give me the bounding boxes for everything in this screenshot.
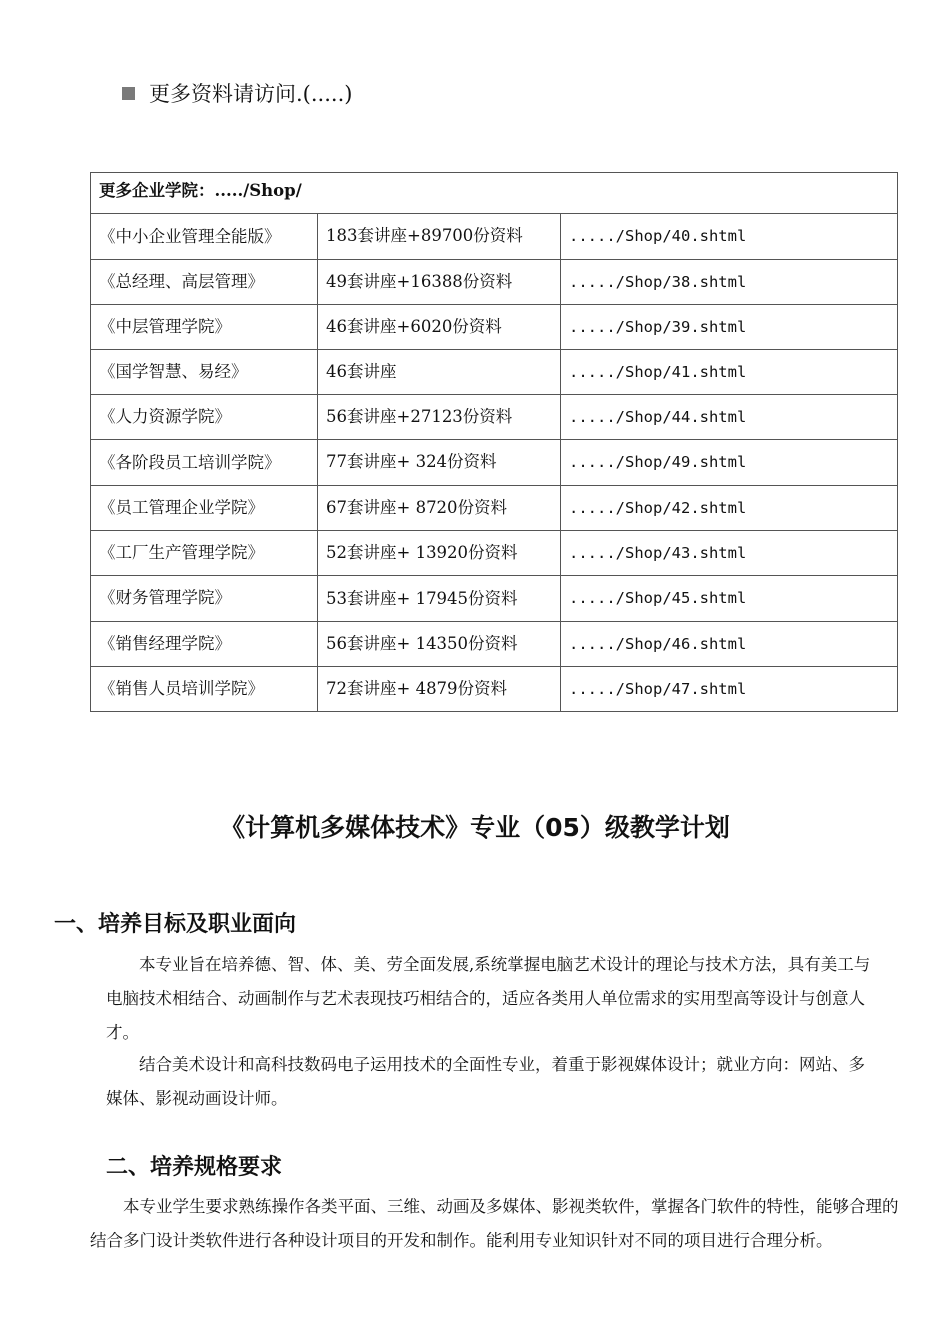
- section-heading-objectives: 一、培养目标及职业面向: [54, 912, 297, 937]
- table-row: [91, 440, 898, 486]
- course-name-cell: 《销售经理学院》: [91, 622, 318, 667]
- course-count-cell: 52套讲座+ 13920份资料: [318, 531, 561, 576]
- course-count-cell: 49套讲座+16388份资料: [318, 260, 561, 305]
- course-name-cell: 《总经理、高层管理》: [91, 260, 318, 305]
- table-row: [91, 531, 898, 576]
- course-url-link[interactable]: ...../Shop/42.shtml: [561, 486, 898, 531]
- document-title: 《计算机多媒体技术》专业（05）级教学计划: [220, 813, 730, 842]
- table-row: [91, 576, 898, 622]
- course-url-link[interactable]: ...../Shop/43.shtml: [561, 531, 898, 576]
- course-count-cell: 56套讲座+27123份资料: [318, 395, 561, 440]
- table-row: [91, 260, 898, 305]
- course-count-cell: 46套讲座: [318, 350, 561, 395]
- course-count-cell: 77套讲座+ 324份资料: [318, 440, 561, 486]
- course-count-cell: 183套讲座+89700份资料: [318, 214, 561, 260]
- course-url-link[interactable]: ...../Shop/41.shtml: [561, 350, 898, 395]
- table-row: [91, 486, 898, 531]
- table-row: [91, 350, 898, 395]
- course-name-cell: 《国学智慧、易经》: [91, 350, 318, 395]
- course-name-cell: 《人力资源学院》: [91, 395, 318, 440]
- top-resource-link[interactable]: [122, 78, 352, 108]
- course-name-cell: 《工厂生产管理学院》: [91, 531, 318, 576]
- course-url-link[interactable]: ...../Shop/46.shtml: [561, 622, 898, 667]
- course-name-cell: 《财务管理学院》: [91, 576, 318, 622]
- course-count-cell: 53套讲座+ 17945份资料: [318, 576, 561, 622]
- table-row: [91, 395, 898, 440]
- course-name-cell: 《中层管理学院》: [91, 305, 318, 350]
- resource-table: [90, 172, 898, 712]
- course-count-cell: 56套讲座+ 14350份资料: [318, 622, 561, 667]
- top-link-text: 更多资料请访问.(.....): [149, 82, 353, 106]
- course-name-cell: 《销售人员培训学院》: [91, 667, 318, 712]
- table-header-row: [91, 173, 898, 214]
- course-url-link[interactable]: ...../Shop/40.shtml: [561, 214, 898, 260]
- course-url-link[interactable]: ...../Shop/38.shtml: [561, 260, 898, 305]
- course-url-link[interactable]: ...../Shop/44.shtml: [561, 395, 898, 440]
- course-name-cell: 《各阶段员工培训学院》: [91, 440, 318, 486]
- requirements-paragraph-1: 本专业学生要求熟练操作各类平面、三维、动画及多媒体、影视类软件，掌握各门软件的特性，能够合理的结合多门设计类软件进行各种设计项目的开发和制作。能利用专业知识针对不同的项目进行合理分析。: [90, 1197, 899, 1250]
- course-url-link[interactable]: ...../Shop/47.shtml: [561, 667, 898, 712]
- course-url-link[interactable]: ...../Shop/45.shtml: [561, 576, 898, 622]
- course-name-cell: 《中小企业管理全能版》: [91, 214, 318, 260]
- table-row: [91, 305, 898, 350]
- objectives-paragraph-2: 结合美术设计和高科技数码电子运用技术的全面性专业，着重于影视媒体设计；就业方向：网站、多媒体、影视动画设计师。: [106, 1055, 865, 1108]
- course-count-cell: 46套讲座+6020份资料: [318, 305, 561, 350]
- course-count-cell: 67套讲座+ 8720份资料: [318, 486, 561, 531]
- table-row: [91, 667, 898, 712]
- course-count-cell: 72套讲座+ 4879份资料: [318, 667, 561, 712]
- table-header-cell: 更多企业学院：...../Shop/: [91, 173, 898, 214]
- square-bullet-icon: [122, 87, 135, 100]
- course-url-link[interactable]: ...../Shop/49.shtml: [561, 440, 898, 486]
- table-row: [91, 214, 898, 260]
- course-url-link[interactable]: ...../Shop/39.shtml: [561, 305, 898, 350]
- objectives-paragraph-1: 本专业旨在培养德、智、体、美、劳全面发展,系统掌握电脑艺术设计的理论与技术方法，具有美工与电脑技术相结合、动画制作与艺术表现技巧相结合的，适应各类用人单位需求的实用型高等设计与创意人才。: [106, 955, 871, 1042]
- section-heading-requirements: 二、培养规格要求: [106, 1155, 283, 1180]
- course-name-cell: 《员工管理企业学院》: [91, 486, 318, 531]
- table-row: [91, 622, 898, 667]
